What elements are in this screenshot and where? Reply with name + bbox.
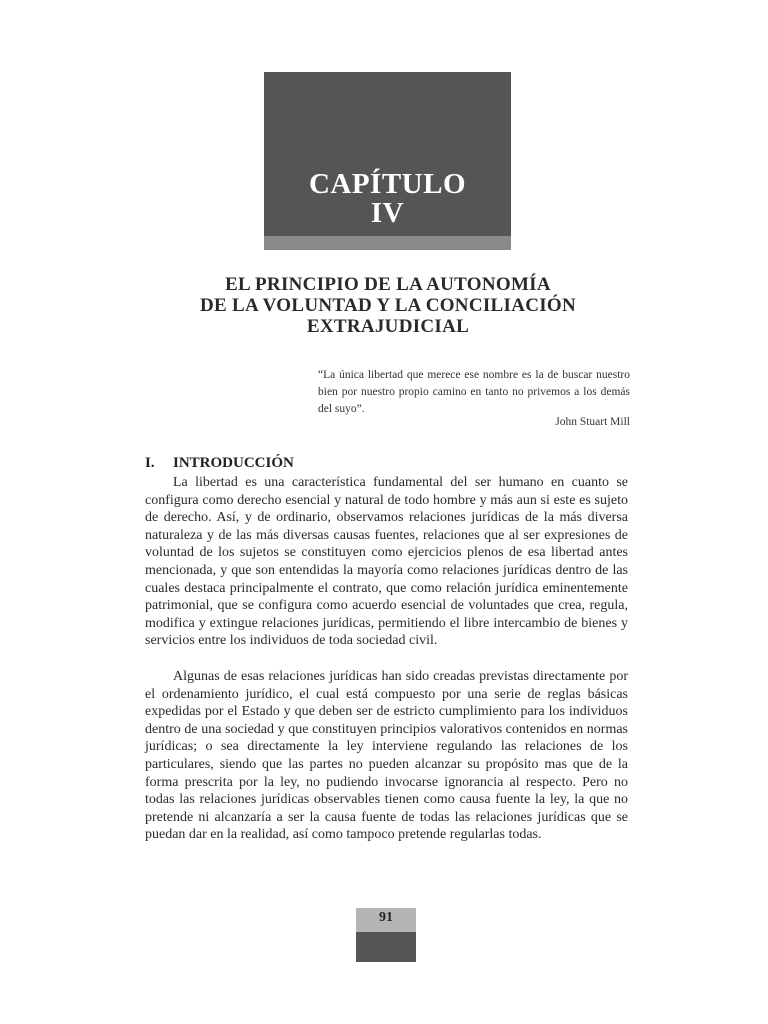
- chapter-title-line: EXTRAJUDICIAL: [306, 316, 470, 337]
- chapter-title-line: EL PRINCIPIO DE LA AUTONOMÍA: [225, 274, 551, 295]
- paragraph: Algunas de esas relaciones jurídicas han sido creadas previstas directamente por el ordenamiento jurídico, el cual está compuesto por una serie de reglas básicas expedidas por el Estado y que deben ser de estricto cumplimiento para los individuos dentro de una sociedad y que constituyen principios valorativos contenidos en normas jurídicas; o sea directamente la ley interviene regulando las relaciones de los particulares, siendo que las partes no pueden alcanzar su propósito mas que de la forma prescrita por la ley, no pudiendo invocarse ignorancia al respecto. Pero no todas las relaciones jurídicas observables tienen como causa fuente la ley, la que no pretende ni alcanzaría a ser la causa fuente de todas las relaciones jurídicas que se puedan dar en la realidad, así como tampoco pretende regularlas todas.: [145, 668, 628, 843]
- body-text: [145, 474, 628, 844]
- section-title: INTRODUCCIÓN: [173, 455, 294, 471]
- chapter-title: [150, 274, 626, 337]
- chapter-heading: [264, 170, 511, 228]
- section-number: I.: [145, 455, 155, 471]
- epigraph-author: John Stuart Mill: [555, 416, 630, 428]
- paragraph: La libertad es una característica fundamental del ser humano en cuanto se configura como derecho esencial y natural de todo hombre y más aun si este es sujeto de derecho. Así, y de ordinario, observamos relaciones jurídicas de la más diversa naturaleza y de las más diversas causas fuentes, relaciones que al ser expresiones de voluntad de los sujetos se constituyen como ejercicios plenos de esa libertad antes mencionada, y que son entendidas la mayoría como relaciones jurídicas dentro de las cuales destaca principalmente el contrato, que como relación jurídica eminentemente patrimonial, que se configura como acuerdo esencial de voluntades que crea, regula, modifica y extingue relaciones jurídicas, permitiendo el libre intercambio de bienes y servicios entre los individuos de toda sociedad civil.: [145, 475, 628, 649]
- chapter-header-band: [264, 236, 511, 250]
- section-heading: [145, 454, 445, 472]
- chapter-title-line: DE LA VOLUNTAD Y LA CONCILIACIÓN: [199, 295, 577, 316]
- chapter-number: IV: [370, 197, 405, 229]
- epigraph-quote: “La única libertad que merece ese nombre es la de buscar nuestro bien por nuestro propio camino en tanto no privemos a los demás del suyo”.: [318, 369, 630, 415]
- page-number: 91: [379, 910, 393, 925]
- chapter-label: CAPÍTULO: [308, 168, 467, 200]
